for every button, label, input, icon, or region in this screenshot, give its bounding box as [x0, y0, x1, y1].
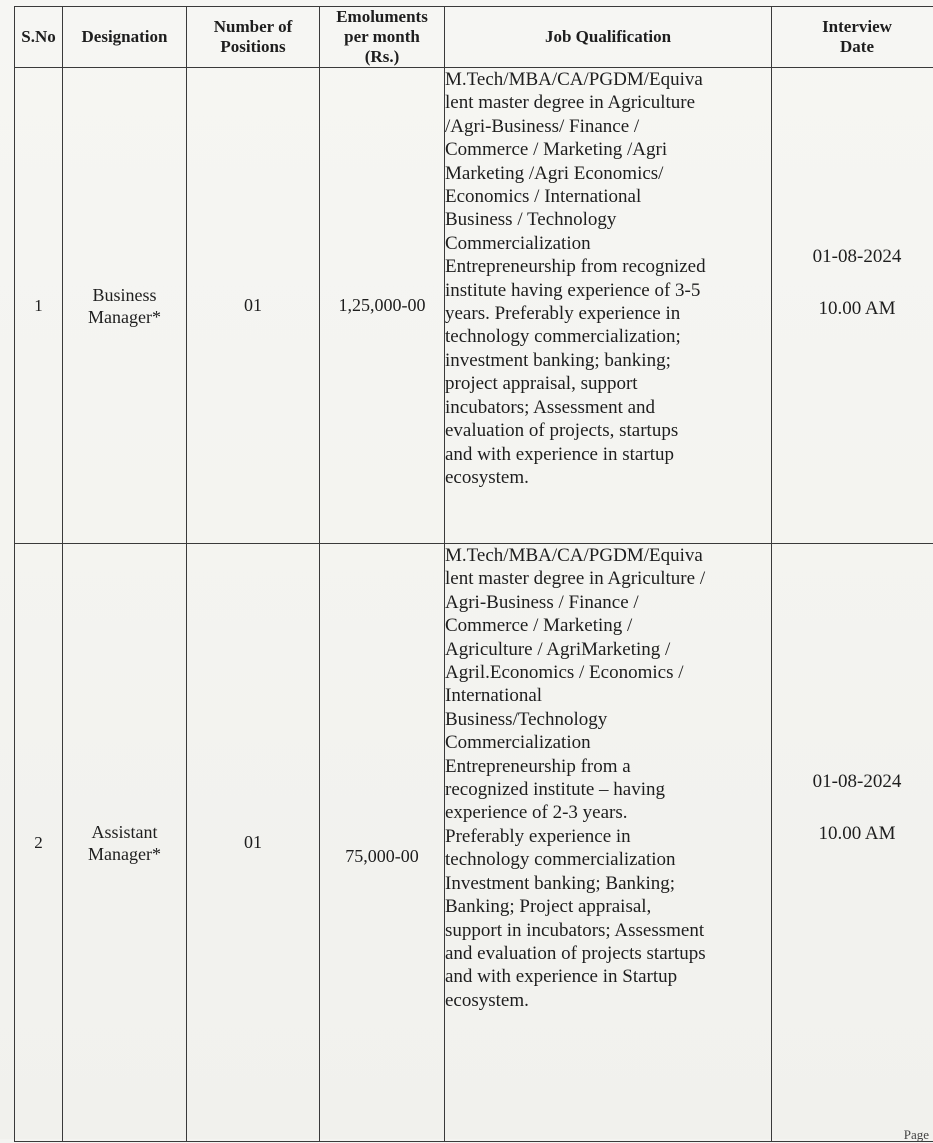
table-row — [15, 544, 933, 1142]
header-interview-date: Interview Date — [772, 7, 933, 68]
interview-time-value: 10.00 AM — [772, 808, 933, 860]
row-positions: 01 — [187, 544, 320, 1142]
interview-date-value: 01-08-2024 — [772, 756, 933, 808]
row-sno: 2 — [15, 544, 63, 1142]
row-emoluments: 75,000-00 — [320, 544, 445, 1142]
row-emoluments: 1,25,000-00 — [320, 68, 445, 544]
row-designation: Assistant Manager* — [63, 544, 187, 1142]
row-sno: 1 — [15, 68, 63, 544]
row-positions: 01 — [187, 68, 320, 544]
header-sno: S.No — [15, 7, 63, 68]
page-footer-text: Page — [904, 1127, 929, 1143]
interview-time-value: 10.00 AM — [772, 283, 933, 335]
table-header-row — [15, 7, 933, 68]
row-qualification: M.Tech/MBA/CA/PGDM/Equiva lent master degree in Agriculture / Agri-Business / Finance / Commerce / Marketing / Agriculture / AgriMarketing / Agril.Economics / Economics / International Business/Technology Commercialization Entrepreneurship from a recognized institute – having experience of 2-3 years. Preferably experience in technology commercialization Investment banking; Banking; Banking; Project appraisal, support in incubators; Assessment and evaluation of projects startups and with experience in Startup ecosystem. — [445, 544, 772, 1142]
header-emoluments: Emoluments per month (Rs.) — [320, 7, 445, 68]
row-designation: Business Manager* — [63, 68, 187, 544]
header-qualification: Job Qualification — [445, 7, 772, 68]
row-qualification: M.Tech/MBA/CA/PGDM/Equiva lent master degree in Agriculture /Agri-Business/ Finance / Commerce / Marketing /Agri Marketing /Agri Economics/ Economics / International Business / Technology Commercialization Entrepreneurship from recognized institute having experience of 3-5 years. Preferably experience in technology commercialization; investment banking; banking; project appraisal, support incubators; Assessment and evaluation of projects, startups and with experience in startup ecosystem. — [445, 68, 772, 544]
row-interview-date — [772, 68, 933, 544]
table-row — [15, 68, 933, 544]
header-positions: Number of Positions — [187, 7, 320, 68]
interview-date-value: 01-08-2024 — [772, 231, 933, 283]
header-designation: Designation — [63, 7, 187, 68]
row-interview-date — [772, 544, 933, 1142]
vacancy-table — [14, 6, 933, 1142]
